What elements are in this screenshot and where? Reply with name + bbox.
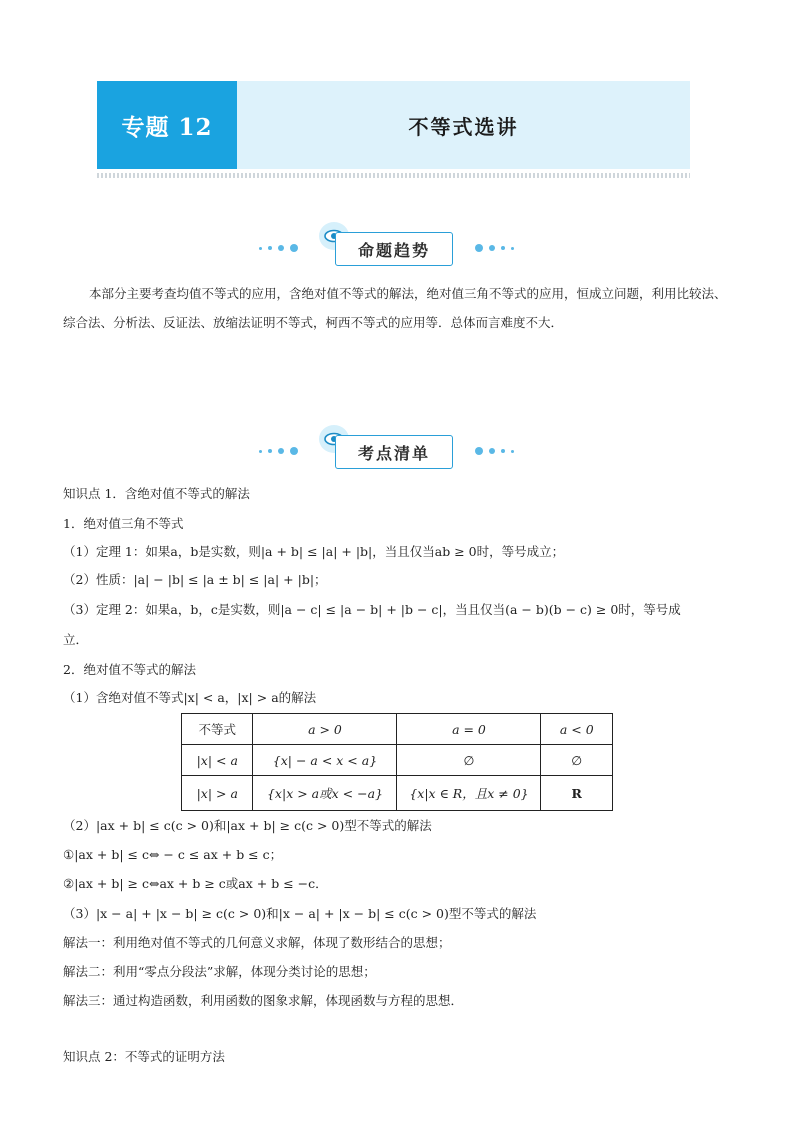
section-title-checklist: 考点清单 — [335, 435, 453, 469]
solution-table — [181, 713, 613, 811]
subheading-solutions: 2．绝对值不等式的解法 — [63, 662, 196, 677]
subheading-triangle-inequality: 1．绝对值三角不等式 — [63, 516, 184, 531]
solution-type-3: （3）|x − a| + |x − b| ≥ c(c > 0)和|x − a| + |x − b| ≤ c(c > 0)型不等式的解法 — [63, 906, 537, 921]
table-row — [182, 776, 613, 811]
table-cell: ∅ — [397, 745, 541, 776]
badge-dots-right — [475, 447, 514, 455]
table-cell: {x|x ∈ R，且x ≠ 0} — [397, 776, 541, 811]
property: （2）性质：|a| − |b| ≤ |a ± b| ≤ |a| + |b|； — [63, 572, 327, 587]
table-header-cell: a < 0 — [541, 714, 613, 745]
table-header-cell: 不等式 — [182, 714, 253, 745]
table-header-cell: a > 0 — [253, 714, 397, 745]
table-header-row — [182, 714, 613, 745]
header-divider — [97, 173, 690, 178]
method-1: 解法一：利用绝对值不等式的几何意义求解，体现了数形结合的思想； — [63, 935, 451, 950]
knowledge-point-1: 知识点 1．含绝对值不等式的解法 — [63, 486, 250, 501]
solution-type-2b: ②|ax + b| ≥ c⇔ax + b ≥ c或ax + b ≤ −c． — [63, 876, 328, 891]
solution-type-2: （2）|ax + b| ≤ c(c > 0)和|ax + b| ≥ c(c > 0)型不等式的解法 — [63, 818, 432, 833]
theorem-2: （3）定理 2：如果a，b，c是实数，则|a − c| ≤ |a − b| + |b − c|，当且仅当(a − b)(b − c) ≥ 0时，等号成 — [63, 602, 681, 617]
table-cell: |x| > a — [182, 776, 253, 811]
badge-dots-left — [259, 244, 298, 252]
method-2: 解法二：利用“零点分段法”求解，体现分类讨论的思想； — [63, 964, 376, 979]
section-badge-checklist — [255, 425, 545, 477]
table-row — [182, 745, 613, 776]
badge-dots-right — [475, 244, 514, 252]
solution-type-2a: ①|ax + b| ≤ c⇔ − c ≤ ax + b ≤ c； — [63, 847, 283, 862]
badge-dots-left — [259, 447, 298, 455]
theorem-1: （1）定理 1：如果a，b是实数，则|a + b| ≤ |a| + |b|，当且仅当ab ≥ 0时，等号成立； — [63, 544, 565, 559]
table-cell: {x|x > a或x < −a} — [253, 776, 397, 811]
knowledge-point-2: 知识点 2：不等式的证明方法 — [63, 1049, 225, 1064]
trend-paragraph: 本部分主要考查均值不等式的应用，含绝对值不等式的解法，绝对值三角不等式的应用，恒成立问题，利用比较法、综合法、分析法、反证法、放缩法证明不等式，柯西不等式的应用等．总体而言难度不大． — [63, 286, 727, 330]
table-cell: R — [541, 776, 613, 811]
table-header-cell: a = 0 — [397, 714, 541, 745]
table-cell: |x| < a — [182, 745, 253, 776]
page-title: 不等式选讲 — [408, 114, 519, 139]
theorem-2-continued: 立． — [63, 632, 89, 647]
section-title-trend: 命题趋势 — [335, 232, 453, 266]
method-3: 解法三：通过构造函数，利用函数的图象求解，体现函数与方程的思想． — [63, 993, 464, 1008]
section-badge-trend — [255, 222, 545, 274]
table-cell: {x| − a < x < a} — [253, 745, 397, 776]
table-cell: ∅ — [541, 745, 613, 776]
solution-type-1: （1）含绝对值不等式|x| < a，|x| > a的解法 — [63, 690, 317, 705]
topic-number: 专题 12 — [97, 81, 237, 169]
